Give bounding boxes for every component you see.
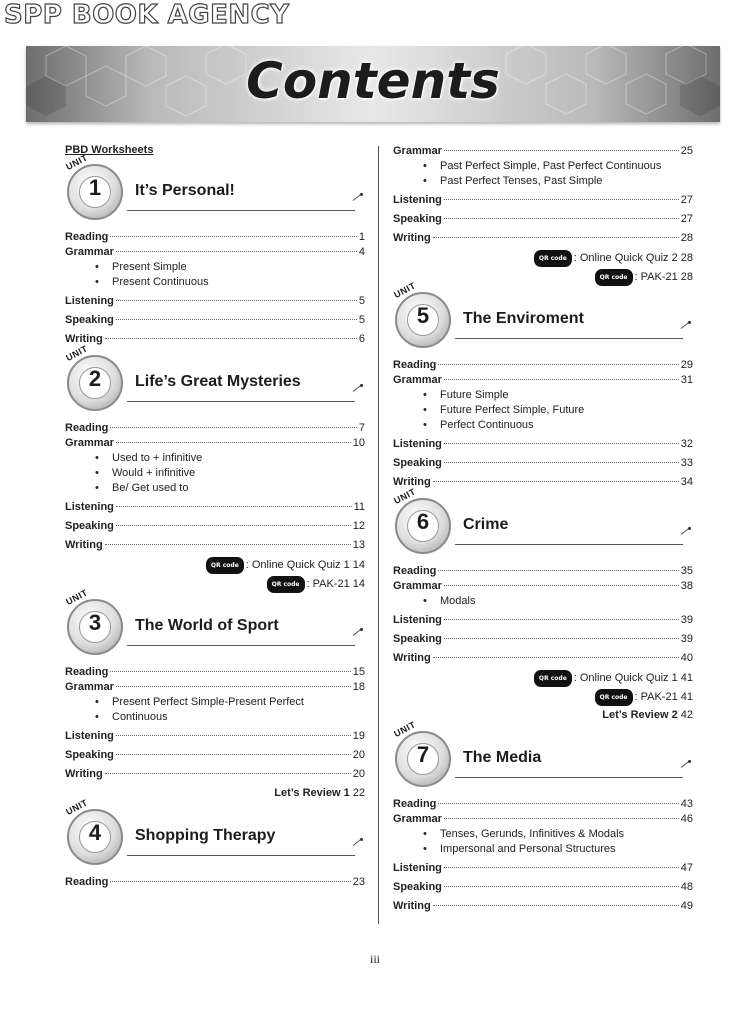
unit-number: 5 [416,303,430,328]
page-ref: 12 [352,520,365,532]
page-ref: 43 [680,798,693,810]
entry-label: Writing [393,652,431,664]
toc-entry[interactable] [393,579,693,594]
unit-header-4 [64,797,365,869]
grammar-topic: • Used to + infinitive [65,451,365,466]
grammar-topic: • Past Perfect Simple, Past Perfect Continuous [393,159,693,174]
unit-number: 2 [88,366,102,391]
toc-entry[interactable] [65,748,365,763]
entry-label: Writing [65,333,103,345]
toc-entry[interactable] [65,875,365,890]
grammar-topic-text: Continuous [112,711,168,723]
grammar-topic: • Future Perfect Simple, Future [393,403,693,418]
unit-header-1 [64,152,365,224]
toc-entry[interactable] [65,436,365,451]
grammar-topic: • Present Perfect Simple-Present Perfect [65,695,365,710]
unit-header-2 [64,343,365,415]
grammar-topic-continued [65,710,365,725]
qr-code-icon: QR code [595,269,633,286]
unit-number: 1 [88,175,102,200]
entry-label: Listening [393,438,442,450]
qr-code-icon: QR code [267,576,305,593]
toc-entry[interactable] [393,632,693,647]
unit-header-5 [392,280,693,352]
page-ref: 40 [680,652,693,664]
toc-entry[interactable] [393,358,693,373]
qr-quiz-link[interactable] [393,250,693,265]
entry-label: Reading [393,798,437,810]
entry-label: Reading [65,876,109,888]
quiz-text: : Online Quick Quiz 2 28 [573,252,693,264]
unit-tag: UNIT [392,280,418,300]
entry-label: Grammar [393,145,442,157]
page-ref: 4 [358,246,365,258]
unit-badge-icon [392,486,451,554]
entry-label: Writing [65,768,103,780]
page-ref: 11 [353,501,365,513]
entry-label: Listening [393,614,442,626]
page-ref: 20 [352,749,365,761]
grammar-topic: • Modals [393,594,693,609]
grammar-topic: • Perfect Continuous [393,418,693,433]
grammar-topic: • Would + infinitive [65,466,365,481]
page-ref: 19 [352,730,365,742]
page-number: iii [369,952,380,966]
entry-label: Writing [393,232,431,244]
qr-code-icon: QR code [534,670,572,687]
qr-pak-link[interactable] [393,269,693,284]
pen-dot-icon [360,838,363,841]
entry-label: Reading [393,565,437,577]
toc-entry[interactable] [393,193,693,208]
toc-entry[interactable] [393,797,693,812]
entry-label: Listening [65,295,114,307]
page-ref: 6 [358,333,365,345]
toc-entry[interactable] [393,231,693,246]
page-ref: 1 [358,231,365,243]
page-ref: 35 [680,565,693,577]
toc-entry[interactable] [65,519,365,534]
page-ref: 28 [680,232,693,244]
underline [455,338,683,339]
review-label: Let’s Review 2 [602,709,678,721]
toc-entry[interactable] [65,421,365,436]
qr-pak-link[interactable] [393,689,693,704]
toc-entry[interactable] [393,880,693,895]
toc-entry[interactable] [65,245,365,260]
page-ref: 48 [680,881,693,893]
contents-title: Contents [246,52,500,110]
entry-label: Reading [393,359,437,371]
entry-label: Writing [393,900,431,912]
qr-pak-link[interactable] [65,576,365,591]
qr-code-icon: QR code [595,689,633,706]
page-ref: 25 [680,145,693,157]
entry-label: Writing [393,476,431,488]
grammar-topic: • Be/ Get used to [65,481,365,496]
toc-entry[interactable] [393,373,693,388]
entry-label: Listening [65,730,114,742]
pen-dot-icon [360,628,363,631]
underline [127,401,355,402]
grammar-topic: • Past Perfect Tenses, Past Simple [393,174,693,189]
qr-quiz-link[interactable] [393,670,693,685]
unit-title: It’s Personal! [135,182,235,199]
unit-badge-icon [64,797,123,865]
unit-header-6 [392,486,693,558]
pak-text: : PAK-21 14 [306,578,365,590]
entry-label: Speaking [65,520,114,532]
grammar-topic: • Present Continuous [65,275,365,290]
entry-label: Speaking [393,457,442,469]
section-heading: PBD Worksheets [65,144,154,156]
entry-label: Grammar [393,813,442,825]
entry-label: Listening [65,501,114,513]
unit-title: Shopping Therapy [135,827,276,844]
entry-label: Speaking [393,213,442,225]
unit-number: 7 [416,742,430,767]
pen-dot-icon [360,384,363,387]
page-ref: 23 [352,876,365,888]
unit-badge-icon [64,343,123,411]
toc-entry[interactable] [393,613,693,628]
page-ref: 46 [680,813,693,825]
unit-badge-icon [64,152,123,220]
toc-entry[interactable] [393,144,693,159]
review-label: Let’s Review 1 [274,787,350,799]
pak-text: : PAK-21 28 [634,271,693,283]
unit-title: The Media [463,749,542,766]
entry-label: Speaking [393,881,442,893]
unit-badge-icon [392,280,451,348]
page-ref: 15 [352,666,365,678]
quiz-text: : Online Quick Quiz 1 14 [245,559,365,571]
page-ref: 20 [352,768,365,780]
pak-text: : PAK-21 41 [634,691,693,703]
review-link[interactable] [65,786,365,801]
entry-label: Speaking [393,633,442,645]
unit-header-7 [392,719,693,791]
column-divider [378,146,379,924]
grammar-topic: • Future Simple [393,388,693,403]
page-ref: 7 [358,422,365,434]
qr-code-icon: QR code [534,250,572,267]
toc-entry[interactable] [65,538,365,553]
qr-quiz-link[interactable] [65,557,365,572]
toc-entry[interactable] [65,665,365,680]
pen-dot-icon [360,193,363,196]
entry-label: Reading [65,231,109,243]
toc-entry[interactable] [393,861,693,876]
unit-title: The World of Sport [135,617,279,634]
page-ref: 22 [352,787,365,799]
page-ref: 34 [680,476,693,488]
entry-label: Speaking [65,314,114,326]
page-ref: 32 [680,438,693,450]
entry-label: Listening [393,194,442,206]
underline [455,777,683,778]
unit-number: 6 [416,509,430,534]
page-ref: 18 [352,681,365,693]
entry-label: Grammar [65,437,114,449]
toc-entry[interactable] [65,500,365,515]
unit-badge-icon [64,587,123,655]
unit-tag: UNIT [392,719,418,739]
toc-entry[interactable] [393,564,693,579]
page-ref: 38 [680,580,693,592]
underline [127,645,355,646]
page-ref: 47 [680,862,693,874]
toc-entry[interactable] [393,651,693,666]
left-column [65,140,365,890]
quiz-text: : Online Quick Quiz 1 41 [573,672,693,684]
unit-number: 3 [88,610,102,635]
entry-label: Reading [65,422,109,434]
toc-entry[interactable] [65,332,365,347]
entry-label: Grammar [393,580,442,592]
page-ref: 29 [680,359,693,371]
entry-label: Writing [65,539,103,551]
underline [127,855,355,856]
entry-label: Listening [393,862,442,874]
entry-label: Speaking [65,749,114,761]
underline [455,544,683,545]
unit-title: Crime [463,516,509,533]
page-ref: 5 [358,314,365,326]
grammar-topic: • Present Simple [65,260,365,275]
toc-entry[interactable] [65,313,365,328]
unit-header-3 [64,587,365,659]
toc-entry[interactable] [65,767,365,782]
right-column [393,144,693,914]
toc-entry[interactable] [393,812,693,827]
underline [127,210,355,211]
pen-dot-icon [688,527,691,530]
toc-entry[interactable] [393,456,693,471]
grammar-topic: • Impersonal and Personal Structures [393,842,693,857]
unit-tag: UNIT [64,797,90,817]
unit-badge-icon [392,719,451,787]
page-ref: 42 [680,709,693,721]
grammar-topic: • Tenses, Gerunds, Infinitives & Modals [393,827,693,842]
review-link[interactable] [393,708,693,723]
toc-entry[interactable] [393,212,693,227]
page-ref: 10 [352,437,365,449]
unit-title: Life’s Great Mysteries [135,373,301,390]
unit-tag: UNIT [64,587,90,607]
page-ref: 39 [680,614,693,626]
page-ref: 27 [680,194,693,206]
contents-banner [26,46,720,122]
qr-code-icon: QR code [206,557,244,574]
entry-label: Grammar [65,681,114,693]
toc-entry[interactable] [65,680,365,695]
page-ref: 49 [680,900,693,912]
page-ref: 39 [680,633,693,645]
page-ref: 33 [680,457,693,469]
entry-label: Grammar [393,374,442,386]
page-ref: 27 [680,213,693,225]
page-ref: 31 [680,374,693,386]
toc-entry[interactable] [393,437,693,452]
toc-entry[interactable] [393,899,693,914]
toc-entry[interactable] [65,230,365,245]
toc-entry[interactable] [65,729,365,744]
entry-label: Grammar [65,246,114,258]
unit-number: 4 [88,820,102,845]
entry-label: Reading [65,666,109,678]
page-ref: 5 [358,295,365,307]
watermark: SPP BOOK AGENCY [4,0,290,30]
toc-entry[interactable] [65,294,365,309]
page-ref: 13 [352,539,365,551]
pen-dot-icon [688,760,691,763]
unit-tag: UNIT [64,152,90,172]
pen-dot-icon [688,321,691,324]
toc-entry[interactable] [393,475,693,490]
unit-tag: UNIT [64,343,90,363]
unit-tag: UNIT [392,486,418,506]
unit-title: The Enviroment [463,310,584,327]
